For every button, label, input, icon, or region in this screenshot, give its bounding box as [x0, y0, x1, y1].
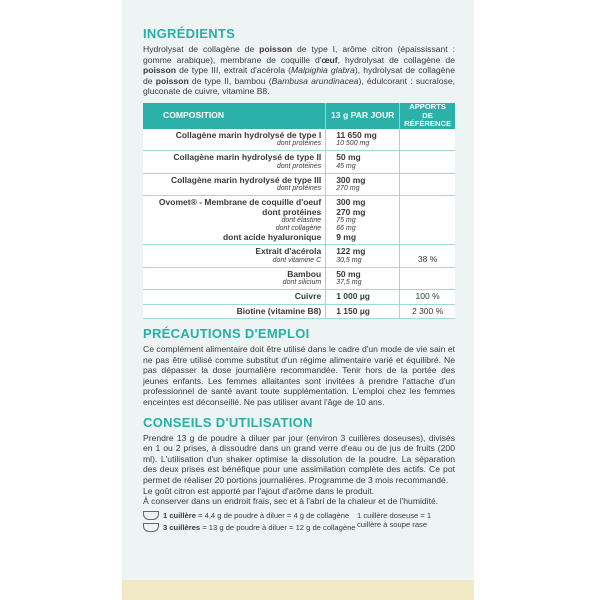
table-row	[143, 304, 455, 318]
header-composition: COMPOSITION	[143, 103, 326, 129]
label-content	[143, 26, 455, 535]
dose-guide	[143, 511, 455, 535]
row-value: 1 150 µg	[336, 305, 370, 316]
row-value-2: 270 mg	[336, 206, 366, 217]
row-sub-value: 75 mg	[336, 217, 356, 224]
row-ref	[400, 196, 455, 245]
table-row	[143, 196, 455, 245]
table-header-row	[143, 103, 455, 129]
row-sub-name: dont élastine	[281, 217, 322, 224]
table-row	[143, 245, 455, 267]
row-name: Collagène marin hydrolysé de type I	[175, 129, 322, 140]
dose-row-1: 1 cuillère = 4,4 g de poudre à diluer = 4 g de collagène	[143, 511, 363, 521]
row-ref: 2 300 %	[400, 304, 455, 318]
row-ref: 38 %	[400, 245, 455, 267]
row-name: Cuivre	[294, 291, 322, 302]
spoon-icon	[143, 511, 159, 520]
header-reference: APPORTS DE RÉFÉRENCE	[400, 103, 455, 129]
row-sub-value: 10 500 mg	[336, 140, 370, 148]
row-value: 300 mg	[336, 174, 366, 185]
composition-table	[143, 103, 455, 319]
conseils-text-3: À conserver dans un endroit frais, sec et à l'abri de la chaleur et de l'humidité.	[143, 496, 439, 507]
row-sub-value: 30,5 mg	[336, 256, 362, 264]
row-name-2: dont protéines	[262, 206, 322, 217]
precautions-section	[143, 326, 455, 408]
row-sub-name: dont vitamine C	[272, 256, 322, 264]
bottom-strip	[122, 580, 474, 600]
precautions-heading: PRÉCAUTIONS D'EMPLOI	[143, 326, 310, 342]
row-value: 50 mg	[336, 268, 361, 279]
row-name-3: dont acide hyaluronique	[222, 232, 322, 242]
row-ref: 100 %	[400, 290, 455, 304]
row-sub-value: 270 mg	[336, 185, 360, 193]
row-sub-name: dont protéines	[276, 185, 322, 193]
row-value: 1 000 µg	[336, 291, 370, 302]
ingredients-heading: INGRÉDIENTS	[143, 26, 236, 41]
conseils-section	[143, 415, 455, 507]
row-value-3: 9 mg	[336, 232, 357, 242]
row-name: Extrait d'acérola	[255, 246, 322, 257]
row-ref	[400, 129, 455, 151]
row-sub-value: 66 mg	[336, 225, 356, 232]
table-row	[143, 151, 455, 173]
conseils-text: Prendre 13 g de poudre à diluer par jour (environ 3 cuillères doseuses), divisés en 1 ou 2 prises, à dissoudre dans un grand verre d'eau ou de jus de fruits (200 ml). L'utilisation d'un shaker optimise la dissolution de la poudre. La séparation des deux prises est bénéfique pour une assimilation complète des actifs. Ce pot permet de réaliser 20 portions journalières. Programme de 3 mois recommandé.	[143, 432, 455, 485]
row-name: Ovomet® - Membrane de coquille d'oeuf	[158, 197, 322, 208]
row-name: Biotine (vitamine B8)	[236, 305, 322, 316]
row-ref	[400, 267, 455, 289]
row-name: Collagène marin hydrolysé de type II	[173, 152, 322, 163]
table-row	[143, 129, 455, 151]
row-value: 300 mg	[336, 197, 366, 208]
row-name: Bambou	[287, 268, 322, 279]
conseils-heading: CONSEILS D'UTILISATION	[143, 414, 313, 430]
header-per-day: 13 g PAR JOUR	[326, 103, 400, 129]
row-sub-name: dont protéines	[276, 140, 322, 148]
dose-note: 1 cuillère doseuse = 1 cuillère à soupe rase	[357, 510, 432, 530]
ingredients-text: Hydrolysat de collagène de poisson de type I, arôme citron (épaississant : gomme arabique), membrane de coquille d'œuf, hydrolysat de collagène de poisson de type III, extrait d'acérola (Malpighia glabra), hydrolysat de collagène de poisson de type II, bambou (Bambusa arundinacea), édulcorant : sucralose, gluconate de cuivre, vitamine B8.	[143, 44, 455, 97]
row-sub-name: dont collagène	[275, 225, 322, 232]
table-row	[143, 290, 455, 304]
dose-row-2: 3 cuillères = 13 g de poudre à diluer = 12 g de collagène	[143, 523, 363, 533]
row-ref	[400, 151, 455, 173]
precautions-text: Ce complément alimentaire doit être utilisé dans le cadre d'un mode de vie sain et ne pas être utilisé comme substitut d'un régime alimentaire varié et équilibré. Ne pas dépasser la dose journalière recommandée. Tenir hors de la portée des jeunes enfants. Les femmes allaitantes sont invitées à prendre l'attache d'un professionnel de santé avant toute supplémentation. L'emploi chez les femmes enceintes est déconseillé. Ne pas utiliser avant l'âge de 10 ans.	[143, 344, 455, 407]
row-sub-value: 45 mg	[336, 162, 356, 170]
spoon-icon	[143, 523, 159, 532]
row-sub-name: dont protéines	[276, 162, 322, 170]
table-row	[143, 173, 455, 195]
row-ref	[400, 173, 455, 195]
row-sub-value: 37,5 mg	[336, 279, 362, 287]
conseils-text-2: Le goût citron est apporté par l'ajout d'arôme dans le produit.	[143, 485, 375, 496]
row-sub-name: dont silicium	[282, 279, 322, 287]
row-value: 122 mg	[336, 246, 366, 257]
row-value: 11 650 mg	[336, 129, 377, 140]
product-label-panel	[122, 0, 474, 600]
row-name: Collagène marin hydrolysé de type III	[170, 174, 322, 185]
row-value: 50 mg	[336, 152, 361, 163]
table-row	[143, 267, 455, 289]
